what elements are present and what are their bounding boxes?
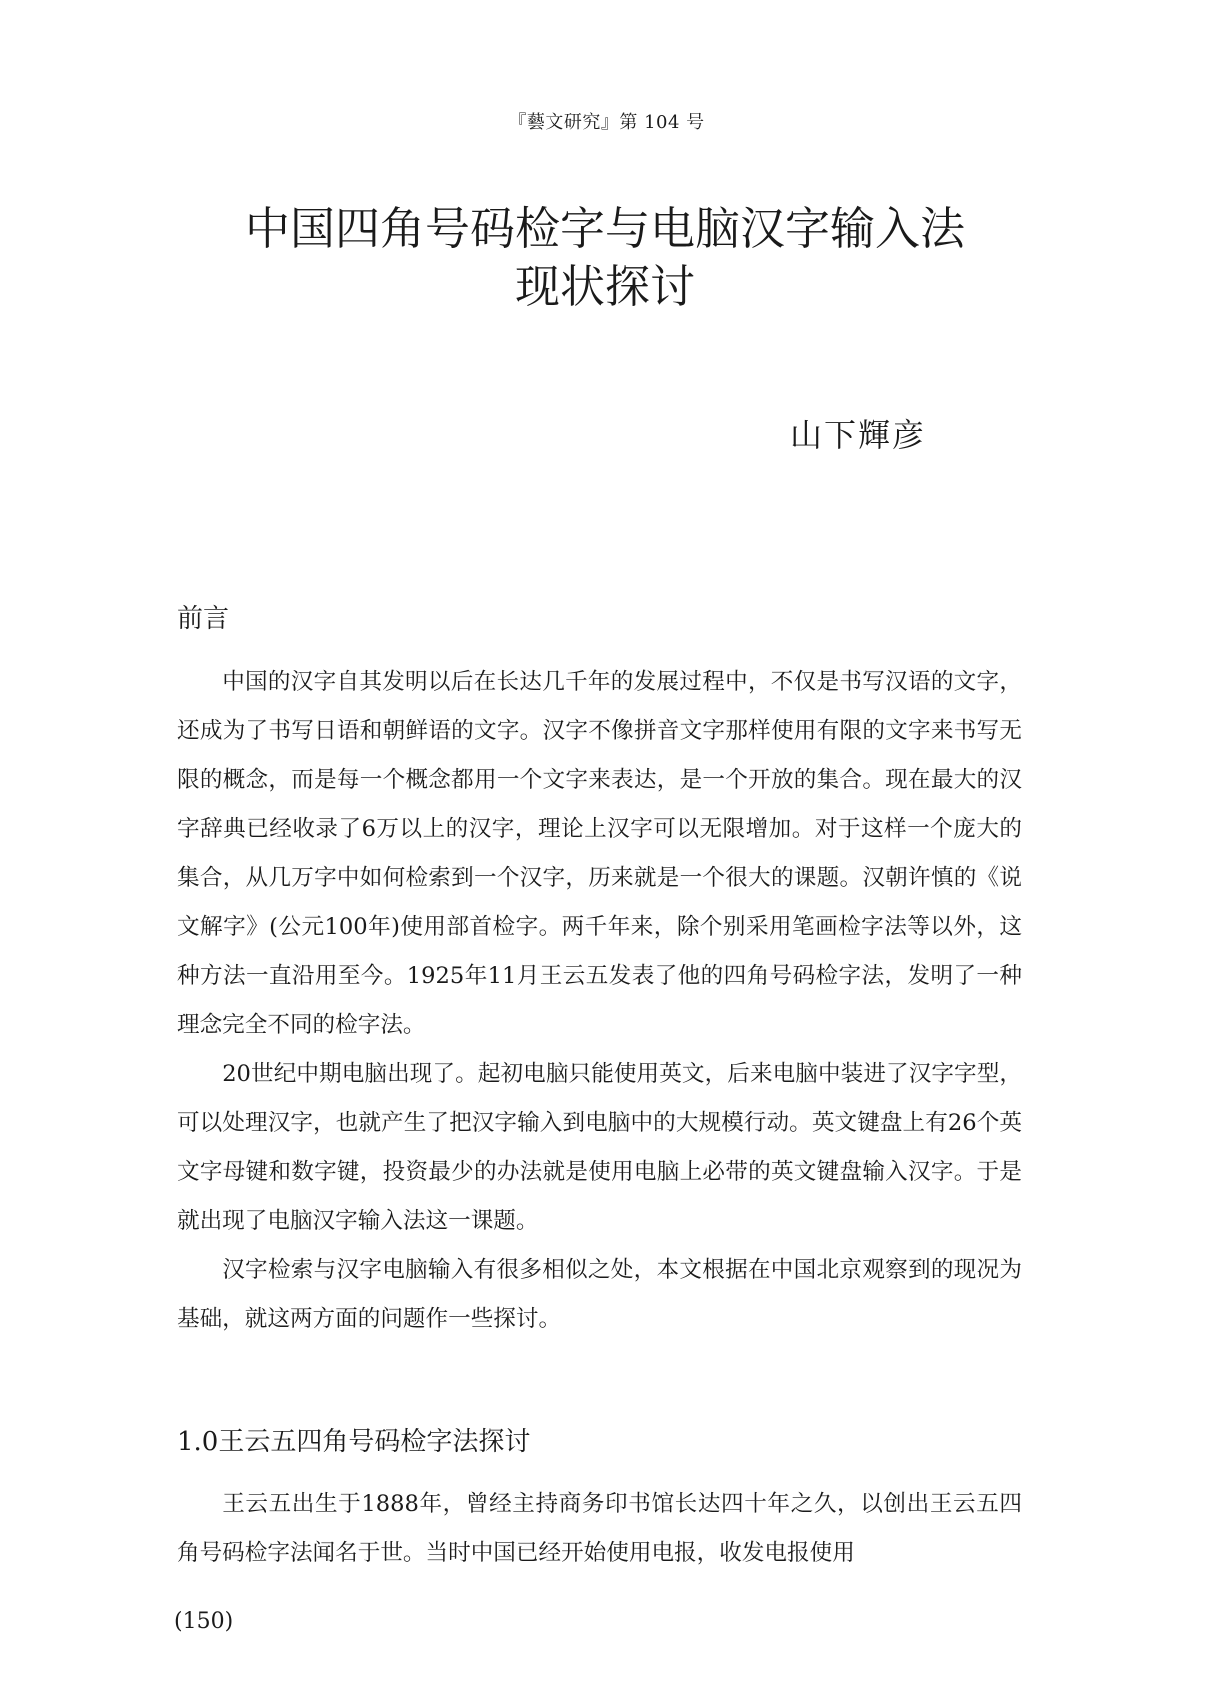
paragraph: 王云五出生于1888年，曾经主持商务印书馆长达四十年之久，以创出王云五四角号码检字法闻名于世。当时中国已经开始使用电报，收发电报使用 xyxy=(177,1491,1022,1566)
section-1-body xyxy=(177,1480,1022,1578)
section-heading-intro: 前言 xyxy=(177,604,230,634)
paper-title xyxy=(180,200,1030,316)
author-name: 山下輝彦 xyxy=(790,416,927,454)
intro-body xyxy=(177,658,1022,1344)
title-line-2: 现状探讨 xyxy=(514,260,695,313)
paragraph: 汉字检索与汉字电脑输入有很多相似之处，本文根据在中国北京观察到的现况为基础，就这两方面的问题作一些探讨。 xyxy=(177,1257,1022,1332)
page-number: (150) xyxy=(174,1609,234,1634)
section-heading-1: 1.0王云五四角号码检字法探讨 xyxy=(177,1427,531,1457)
journal-header: 『藝文研究』第 104 号 xyxy=(508,112,705,133)
paragraph: 20世纪中期电脑出现了。起初电脑只能使用英文，后来电脑中装进了汉字字型，可以处理汉字，也就产生了把汉字输入到电脑中的大规模行动。英文键盘上有26个英文字母键和数字键，投资最少的办法就是使用电脑上必带的英文键盘输入汉字。于是就出现了电脑汉字输入法这一课题。 xyxy=(177,1061,1022,1234)
title-line-1: 中国四角号码检字与电脑汉字输入法 xyxy=(244,202,965,255)
paragraph: 中国的汉字自其发明以后在长达几千年的发展过程中，不仅是书写汉语的文字，还成为了书写日语和朝鲜语的文字。汉字不像拼音文字那样使用有限的文字来书写无限的概念，而是每一个概念都用一个文字来表达，是一个开放的集合。现在最大的汉字辞典已经收录了6万以上的汉字，理论上汉字可以无限增加。对于这样一个庞大的集合，从几万字中如何检索到一个汉字，历来就是一个很大的课题。汉朝许慎的《说文解字》(公元100年)使用部首检字。两千年来，除个别采用笔画检字法等以外，这种方法一直沿用至今。1925年11月王云五发表了他的四角号码检字法，发明了一种理念完全不同的检字法。 xyxy=(177,669,1022,1038)
